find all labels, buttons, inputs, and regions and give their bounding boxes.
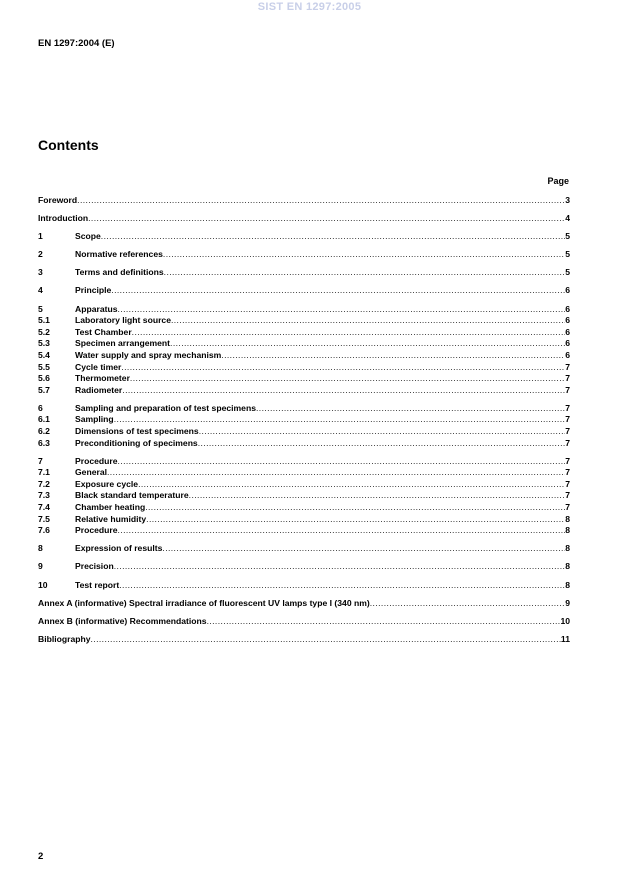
page-title: Contents	[38, 137, 99, 153]
toc-entry-number: 5.1	[38, 315, 50, 326]
toc-dot-leader	[171, 315, 565, 327]
toc-entry[interactable]	[38, 267, 570, 279]
toc-entry-title: Chamber heating	[75, 502, 146, 513]
toc-entry[interactable]	[38, 543, 570, 555]
toc-dot-leader	[207, 616, 561, 628]
toc-entry-page: 6	[565, 349, 570, 360]
toc-entry-title: Annex A (informative) Spectral irradiance of fluorescent UV lamps type I (340 nm)	[38, 597, 370, 608]
toc-dot-leader	[170, 338, 565, 350]
toc-entry-title: Terms and definitions	[75, 267, 164, 278]
toc-entry[interactable]	[38, 438, 570, 450]
toc-entry[interactable]	[38, 525, 570, 537]
toc-entry[interactable]	[38, 285, 570, 297]
toc-dot-leader	[88, 213, 565, 225]
toc-entry-title: Dimensions of test specimens	[75, 426, 199, 436]
toc-dot-leader	[91, 634, 561, 646]
toc-entry[interactable]	[38, 479, 570, 491]
toc-entry-number: 6	[38, 402, 43, 413]
toc-entry-page: 10	[560, 615, 570, 626]
toc-entry-number: 5.7	[38, 384, 50, 395]
toc-entry-title: Sampling and preparation of test specimens	[75, 402, 256, 413]
toc-entry[interactable]	[38, 373, 570, 385]
toc-entry-page: 7	[565, 384, 570, 395]
toc-entry-page: 7	[565, 373, 570, 384]
toc-entry-page: 9	[565, 597, 570, 608]
toc-dot-leader	[122, 385, 565, 397]
toc-entry[interactable]	[38, 502, 570, 514]
toc-entry[interactable]	[38, 350, 570, 362]
document-identifier: EN 1297:2004 (E)	[38, 38, 115, 49]
toc-entry-number: 7.5	[38, 513, 50, 524]
toc-dot-leader	[114, 561, 566, 573]
toc-entry[interactable]	[38, 304, 570, 316]
toc-entry-number: 4	[38, 285, 43, 296]
toc-entry-page: 6	[565, 326, 570, 337]
toc-entry-page: 7	[565, 502, 570, 513]
toc-dot-leader	[111, 285, 565, 297]
toc-entry-title: Test report	[75, 579, 120, 590]
toc-entry-number: 1	[38, 231, 43, 242]
toc-entry[interactable]	[38, 580, 570, 592]
toc-entry[interactable]	[38, 490, 570, 502]
toc-dot-leader	[146, 514, 565, 526]
toc-entry[interactable]	[38, 315, 570, 327]
toc-entry-page: 7	[565, 455, 570, 466]
toc-entry-number: 7.6	[38, 525, 50, 536]
toc-entry-page: 7	[565, 490, 570, 501]
page-number: 2	[38, 851, 44, 862]
toc-entry-number: 9	[38, 561, 43, 572]
toc-entry-number: 5.6	[38, 373, 50, 384]
toc-dot-leader	[114, 414, 566, 426]
toc-entry[interactable]	[38, 249, 570, 261]
toc-entry-title: Procedure	[75, 455, 118, 466]
toc-dot-leader	[101, 231, 565, 243]
toc-entry-page: 8	[565, 513, 570, 524]
toc-dot-leader	[130, 373, 565, 385]
toc-entry-title: Bibliography	[38, 633, 91, 644]
toc-entry[interactable]	[38, 338, 570, 350]
toc-entry-page: 6	[565, 338, 570, 349]
toc-entry-page: 5	[565, 249, 570, 260]
toc-entry-page: 11	[560, 633, 570, 644]
toc-entry-number: 7.3	[38, 490, 50, 501]
toc-entry[interactable]	[38, 616, 570, 628]
toc-entry-title: Radiometer	[75, 384, 123, 395]
toc-entry-page: 7	[565, 467, 570, 478]
toc-entry[interactable]	[38, 385, 570, 397]
toc-entry-page: 7	[565, 414, 570, 425]
toc-entry[interactable]	[38, 231, 570, 243]
toc-dot-leader	[189, 490, 566, 502]
toc-entry-number: 7	[38, 455, 43, 466]
toc-entry-title: Normative references	[75, 249, 163, 260]
toc-entry-title: Relative humidity	[75, 513, 147, 524]
toc-entry-title: Laboratory light source	[75, 315, 171, 326]
toc-entry-number: 8	[38, 543, 43, 554]
toc-dot-leader	[198, 438, 566, 450]
toc-entry-title: Exposure cycle	[75, 478, 139, 489]
toc-entry-number: 7.4	[38, 502, 50, 513]
toc-entry-number: 3	[38, 267, 43, 278]
toc-dot-leader	[118, 525, 566, 537]
toc-entry-title: Expression of results	[75, 543, 163, 554]
toc-entry-title: Test Chamber	[75, 326, 132, 337]
toc-dot-leader	[163, 249, 565, 261]
toc-entry-page: 6	[565, 285, 570, 296]
toc-entry-number: 5	[38, 303, 43, 314]
toc-entry-page: 3	[565, 195, 570, 205]
toc-entry-page: 6	[565, 315, 570, 326]
toc-dot-leader	[162, 543, 565, 555]
toc-entry-number: 5.3	[38, 338, 50, 349]
toc-entry[interactable]	[38, 414, 570, 426]
toc-entry-page: 7	[565, 361, 570, 372]
toc-entry-title: Scope	[75, 231, 101, 242]
toc-entry-title: Procedure	[75, 525, 118, 536]
toc-entry-title: Sampling	[75, 414, 114, 425]
toc-entry-title: Water supply and spray mechanism	[75, 349, 222, 360]
toc-entry[interactable]	[38, 362, 570, 374]
page-column-label: Page	[547, 176, 569, 186]
toc-dot-leader	[132, 327, 566, 339]
toc-entry[interactable]	[38, 598, 570, 610]
toc-entry[interactable]	[38, 561, 570, 573]
toc-entry[interactable]	[38, 514, 570, 526]
toc-entry-number: 5.2	[38, 326, 50, 337]
toc-entry-page: 7	[565, 426, 570, 436]
toc-entry-number: 2	[38, 249, 43, 260]
toc-dot-leader	[370, 598, 565, 610]
toc-entry-page: 8	[565, 561, 570, 572]
toc-entry-title: Precision	[75, 561, 114, 572]
toc-entry-title: Principle	[75, 285, 112, 296]
toc-entry-page: 8	[565, 543, 570, 554]
toc-dot-leader	[164, 267, 566, 279]
toc-entry-number: 6.2	[38, 426, 50, 436]
toc-entry-page: 7	[565, 437, 570, 448]
toc-entry-title: Introduction	[38, 213, 89, 224]
toc-entry-page: 7	[565, 478, 570, 489]
toc-entry-number: 7.2	[38, 478, 50, 489]
toc-entry-page: 6	[565, 303, 570, 314]
toc-dot-leader	[138, 479, 565, 491]
toc-entry[interactable]	[38, 195, 570, 207]
toc-entry-page: 5	[565, 267, 570, 278]
toc-dot-leader	[118, 456, 566, 468]
toc-entry-title: Specimen arrangement	[75, 338, 171, 349]
toc-entry-number: 6.1	[38, 414, 50, 425]
toc-entry-page: 8	[565, 579, 570, 590]
toc-entry-number: 7.1	[38, 467, 50, 478]
toc-entry-title: Annex B (informative) Recommendations	[38, 615, 207, 626]
toc-entry[interactable]	[38, 467, 570, 479]
toc-entry-page: 5	[565, 231, 570, 242]
toc-entry[interactable]	[38, 327, 570, 339]
toc-entry-number: 10	[38, 579, 48, 590]
toc-entry-title: Preconditioning of specimens	[75, 437, 198, 448]
toc-entry-title: Apparatus	[75, 303, 118, 314]
toc-dot-leader	[145, 502, 565, 514]
toc-entry-page: 7	[565, 402, 570, 413]
toc-dot-leader	[199, 426, 566, 438]
toc-entry-title: Thermometer	[75, 373, 130, 384]
toc-entry-number: 6.3	[38, 437, 50, 448]
watermark-text: SIST EN 1297:2005	[257, 1, 362, 13]
toc-dot-leader	[256, 403, 565, 415]
toc-entry-page: 8	[565, 525, 570, 536]
toc-dot-leader	[121, 362, 565, 374]
toc-entry-title: Foreword	[38, 195, 78, 205]
toc-entry[interactable]	[38, 213, 570, 225]
toc-entry-title: Cycle timer	[75, 361, 122, 372]
table-of-contents	[38, 195, 570, 645]
toc-entry[interactable]	[38, 426, 570, 438]
toc-entry-number: 5.5	[38, 361, 50, 372]
toc-entry-number: 5.4	[38, 349, 50, 360]
toc-entry[interactable]	[38, 634, 570, 646]
toc-entry-title: Black standard temperature	[75, 490, 189, 501]
toc-entry[interactable]	[38, 456, 570, 468]
toc-entry-page: 4	[565, 213, 570, 224]
toc-dot-leader	[118, 304, 566, 316]
toc-dot-leader	[107, 467, 565, 479]
toc-entry[interactable]	[38, 403, 570, 415]
toc-dot-leader	[77, 195, 565, 207]
toc-dot-leader	[119, 580, 565, 592]
toc-entry-title: General	[75, 467, 108, 478]
toc-dot-leader	[221, 350, 565, 362]
